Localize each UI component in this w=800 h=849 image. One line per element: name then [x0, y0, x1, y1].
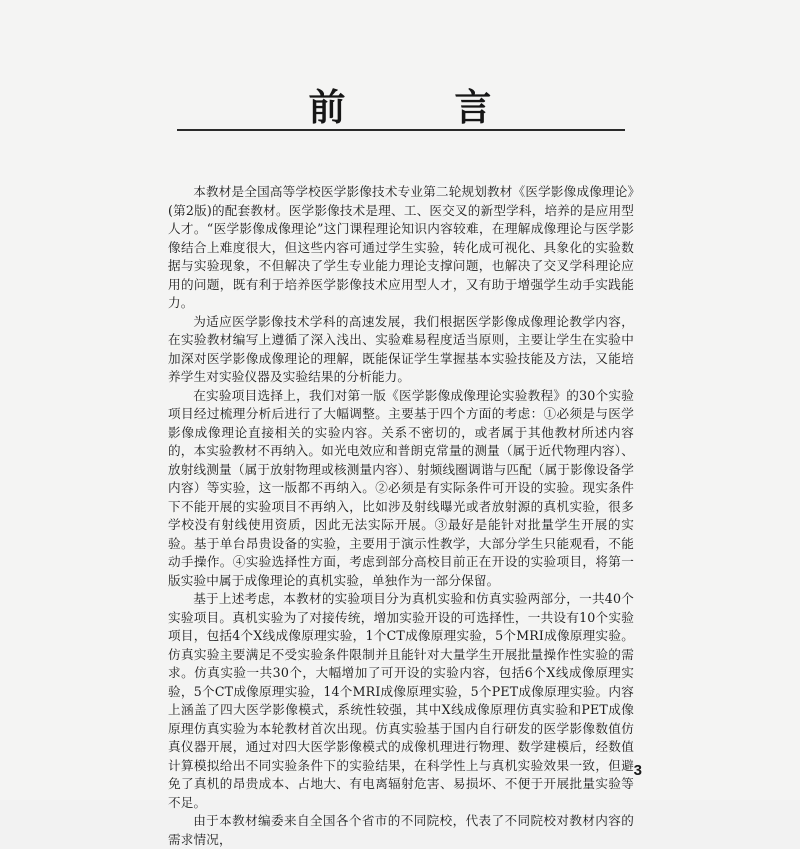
- paragraph-1: 本教材是全国高等学校医学影像技术专业第二轮规划教材《医学影像成像理论》(第2版)的配套教材。医学影像技术是理、工、医交叉的新型学科，培养的是应用型人才。“医学影像成像理论”这门课程理论知识内容较难，在理解成像理论与医学影像结合上难度很大，但这些内容可通过学生实验，转化成可视化、具象化的实验数据与实验现象，不但解决了学生专业能力理论支撑问题，也解决了交叉学科理论应用的问题，既有利于培养医学影像技术应用型人才，又有助于增强学生动手实践能力。: [168, 184, 634, 310]
- paragraph-5: 由于本教材编委来自全国各个省市的不同院校，代表了不同院校对教材内容的需求情况，: [168, 813, 634, 847]
- title-divider: [177, 129, 625, 131]
- paragraph-3: 在实验项目选择上，我们对第一版《医学影像成像理论实验教程》的30个实验项目经过梳理分析后进行了大幅调整。主要基于四个方面的考虑：①必须是与医学影像成像理论直接相关的实验内容。关系不密切的，或者属于其他教材所述内容的，本实验教材不再纳入。如光电效应和普朗克常量的测量（属于近代物理内容）、放射线测量（属于放射物理或核测量内容）、射频线圈调谐与匹配（属于影像设备学内容）等实验，这一版都不再纳入。②必须是有实际条件可开设的实验。现实条件下不能开展的实验项目不再纳入，比如涉及射线曝光或者放射源的真机实验，很多学校没有射线使用资质，因此无法实际开展。③最好是能针对批量学生开展的实验。基于单台昂贵设备的实验，主要用于演示性教学，大部分学生只能观看，不能动手操作。④实验选择性方面，考虑到部分高校目前正在开设的实验项目，将第一版实验中属于成像理论的真机实验，单独作为一部分保留。: [168, 387, 634, 588]
- paragraph-4: 基于上述考虑，本教材的实验项目分为真机实验和仿真实验两部分，一共40个实验项目。真机实验为了对接传统，增加实验开设的可选择性，一共设有10个实验项目，包括4个X线成像原理实验，1个CT成像原理实验，5个MRI成像原理实验。仿真实验主要满足不受实验条件限制并且能针对大量学生开展批量操作性实验的需求。仿真实验一共30个，大幅增加了可开设的实验内容，包括6个X线成像原理实验，5个CT成像原理实验，14个MRI成像原理实验，5个PET成像原理实验。内容上涵盖了四大医学影像模式，系统性较强，其中X线成像原理仿真实验和PET成像原理仿真实验为本轮教材首次出现。仿真实验基于国内自行研发的医学影像数值仿真仪器开展，通过对四大医学影像模式的成像机理进行物理、数学建模后，经数值计算模拟给出不同实验条件下的实验结果，在科学性上与真机实验效果一致，但避免了真机的昂贵成本、占地大、有电离辐射危害、易损坏、不便于开展批量实验等不足。: [168, 591, 634, 810]
- page-number: 3: [633, 762, 642, 779]
- page-heading: [0, 88, 800, 128]
- preface-body: [168, 183, 634, 849]
- page-title: 前 言: [308, 86, 540, 129]
- paragraph-2: 为适应医学影像技术学科的高速发展，我们根据医学影像成像理论教学内容，在实验教材编写上遵循了深入浅出、实验难易程度适当原则，主要让学生在实验中加深对医学影像成像理论的理解，既能保证学生掌握基本实验技能及方法，又能培养学生对实验仪器及实验结果的分析能力。: [168, 313, 634, 384]
